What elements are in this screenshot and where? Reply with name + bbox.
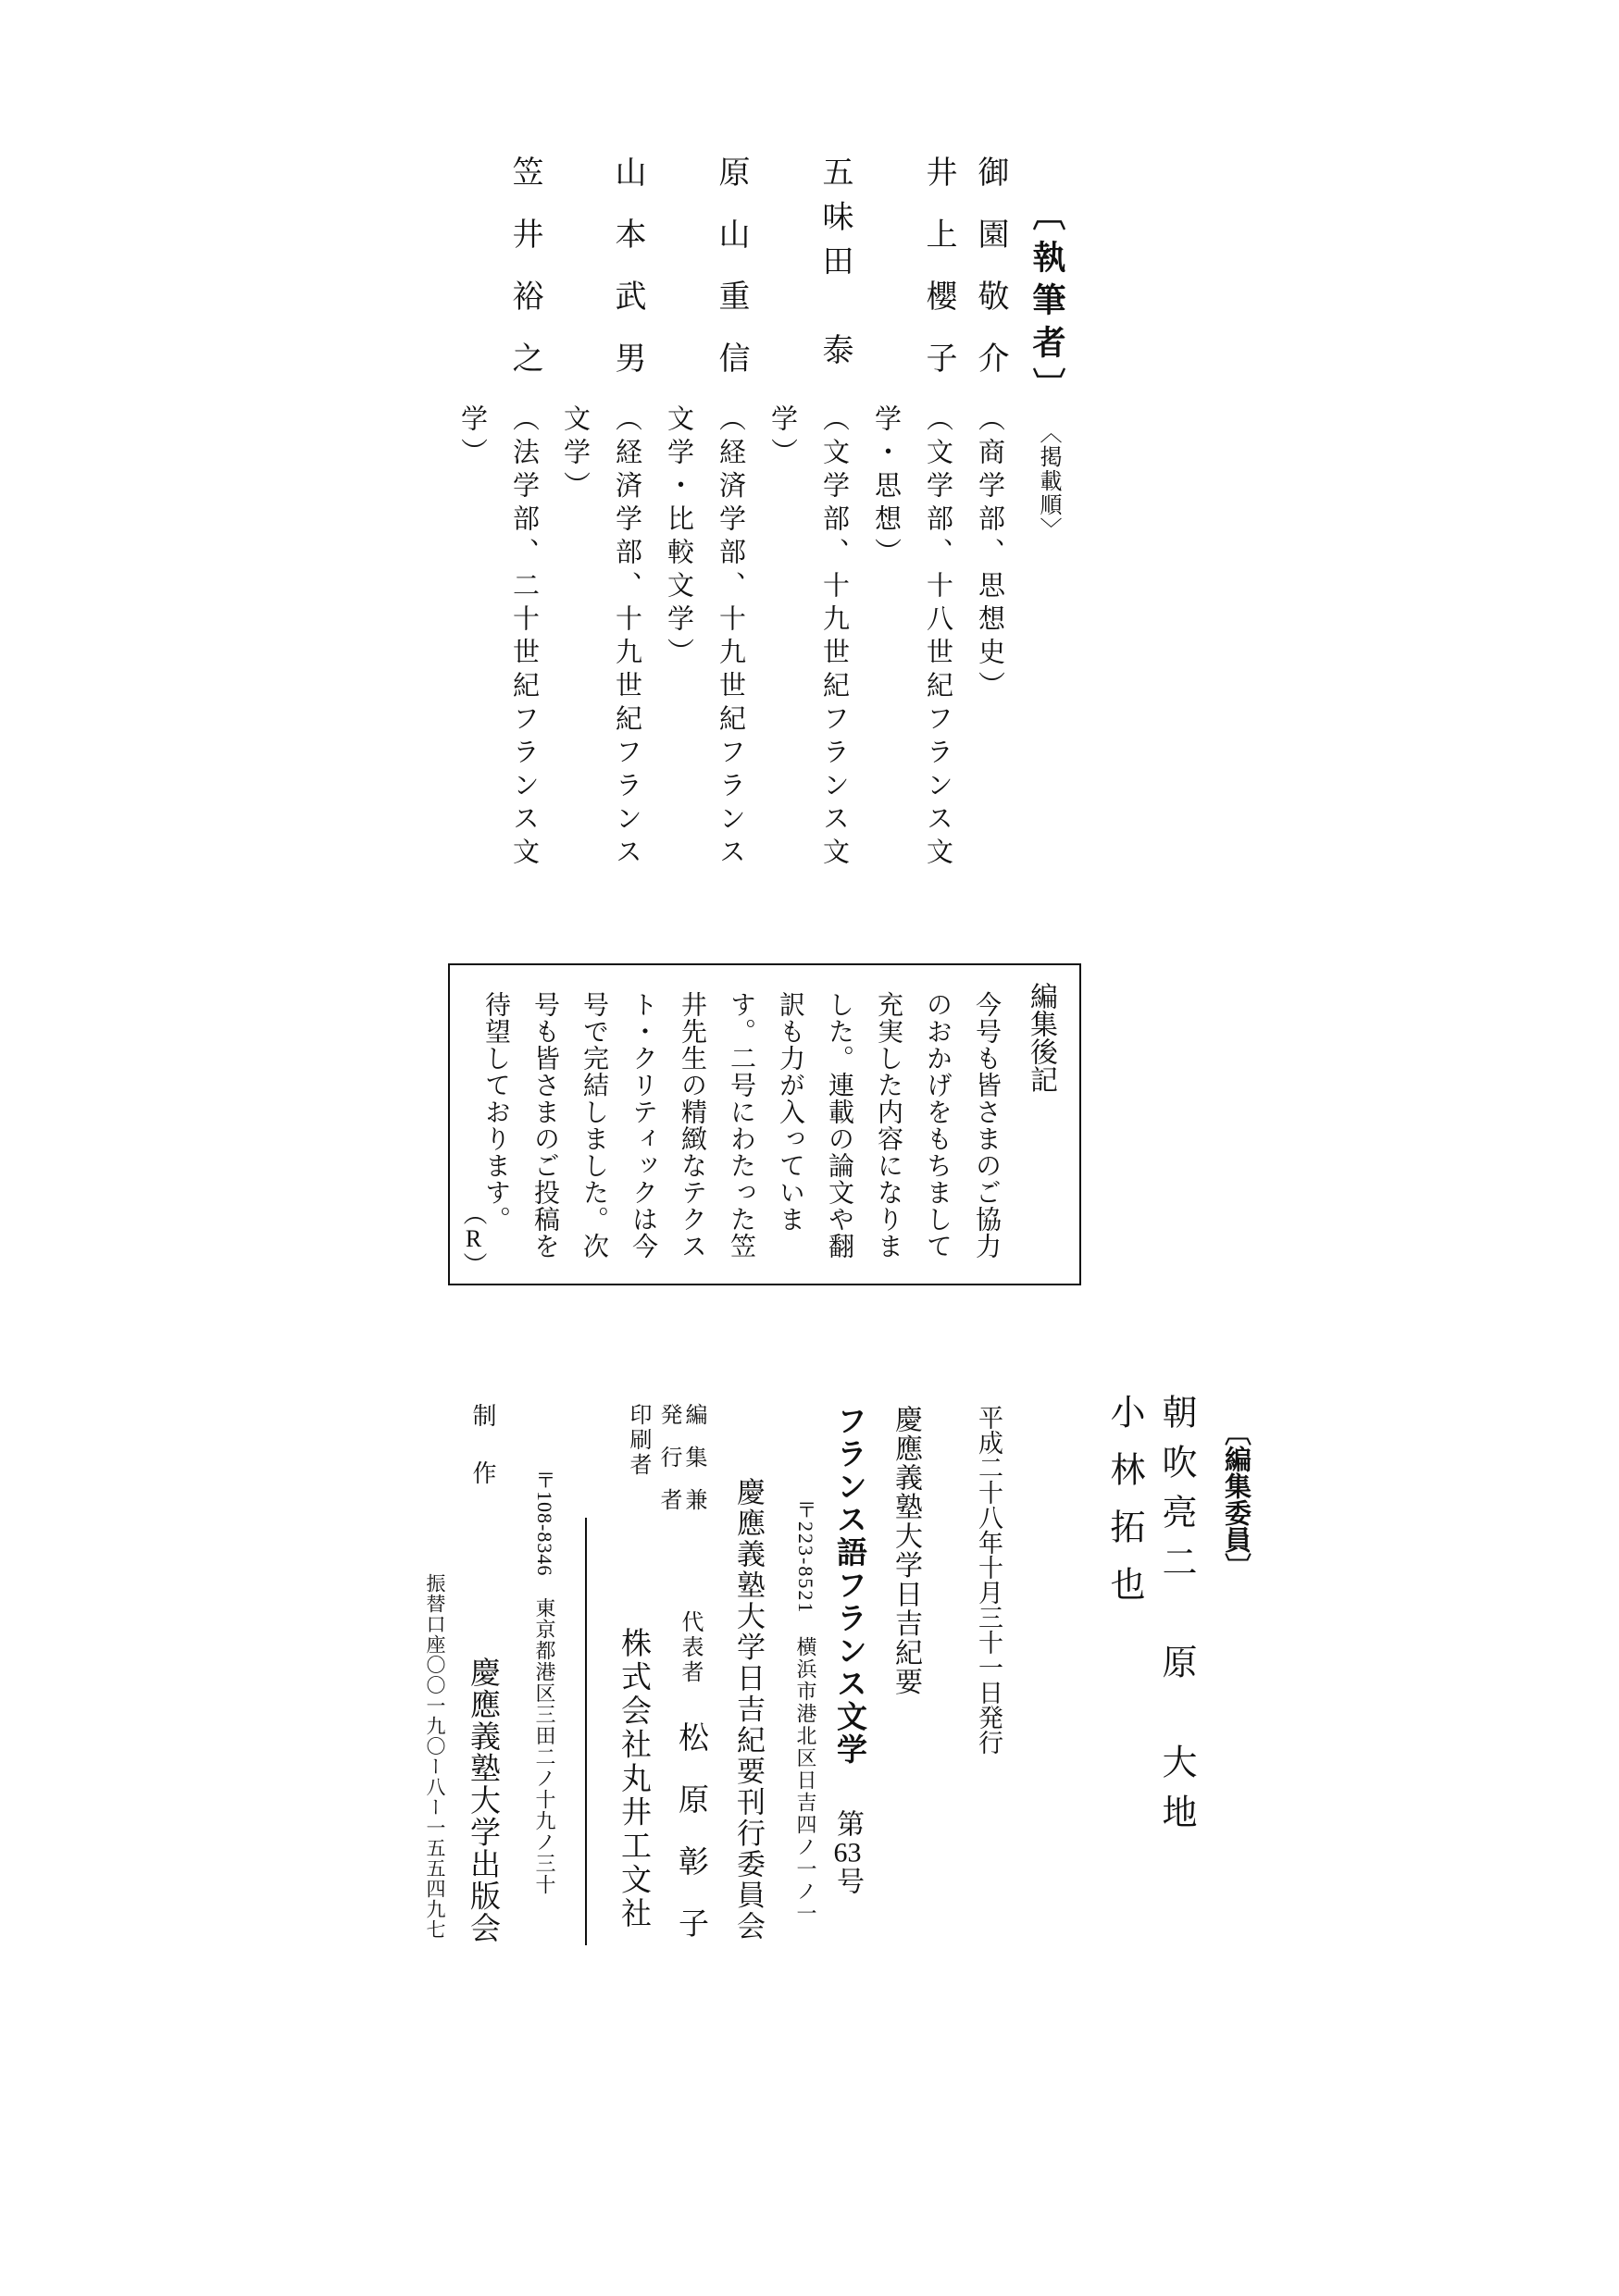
- committee-members-line1: 朝吹亮二 原 大地: [1156, 1394, 1195, 1843]
- contributor-name: 山本武男: [610, 155, 644, 403]
- affiliation-line: （文学部、十八世紀フランス文: [923, 404, 953, 871]
- contributor-name: 原山重信: [714, 155, 748, 403]
- postscript-column: 今号も皆さまのご協力: [972, 991, 1001, 1260]
- production-label: 制 作: [469, 1403, 496, 1489]
- representative-name: 松原彰子: [674, 1721, 707, 1969]
- postscript-column: 充実した内容になりま: [874, 991, 903, 1260]
- bulletin-name: 慶應義塾大学日吉紀要: [890, 1405, 921, 1696]
- contributor-name: 笠井裕之: [507, 155, 542, 403]
- printer-name: 株式会社丸井工文社: [616, 1627, 650, 1931]
- issue-number: [823, 1809, 871, 1896]
- affiliation-line: 文学）: [560, 404, 590, 504]
- contributor-name: 御園敬介: [973, 155, 1007, 403]
- printer-label: 印刷者: [626, 1403, 650, 1478]
- affiliation-line: （経済学部、十九世紀フランス: [612, 404, 641, 871]
- signature-open-paren: （: [460, 1201, 487, 1225]
- postscript-column: 待望しております。: [481, 991, 510, 1233]
- issue-prefix: 第: [832, 1809, 863, 1839]
- postscript-body: [471, 991, 1011, 1260]
- publisher-address: 〒223-8521 横浜市港北区日吉四ノ一ノ一: [794, 1499, 817, 1926]
- affiliation-line: （商学部、思想史）: [975, 404, 1004, 704]
- contributor-affiliation: [446, 404, 550, 871]
- postal-transfer-account: 振替口座〇〇一九〇ー八ー一五五四九七: [424, 1573, 446, 1940]
- affiliation-line: 学）: [457, 404, 487, 471]
- publication-date: 平成二十八年十月三十一日発行: [975, 1405, 1003, 1755]
- postscript-column: のおかげをもちまして: [923, 991, 952, 1260]
- affiliation-line: 学・思想）: [871, 404, 901, 571]
- affiliation-line: （経済学部、十九世紀フランス: [716, 404, 745, 871]
- postscript-column: ト・クリティックは今: [629, 991, 657, 1260]
- issue-digits: 63: [833, 1839, 862, 1867]
- postscript-column: した。連載の論文や翻: [825, 991, 853, 1260]
- postscript-column: 井先生の精緻なテクス: [678, 991, 706, 1260]
- affiliation-line: 学）: [767, 404, 797, 471]
- postscript-heading: 編集後記: [1026, 982, 1056, 1093]
- publisher-name: 慶應義塾大学日吉紀要刊行委員会: [732, 1477, 765, 1942]
- postscript-column: 号も皆さまのご投稿を: [530, 991, 559, 1260]
- contributor-name: 五味田 泰: [817, 155, 852, 378]
- affiliation-line: 文学・比較文学）: [664, 404, 693, 671]
- contributor-name: 井上櫻子: [921, 155, 955, 403]
- committee-heading: 〔編集委員〕: [1221, 1419, 1251, 1580]
- contributor-affiliation: [549, 404, 653, 871]
- contributors-heading-note: 〈掲載順〉: [1036, 421, 1060, 541]
- contributors-heading: 〔執筆者〕: [1028, 197, 1066, 410]
- signature-letter: R: [460, 1225, 487, 1252]
- publisher-role-line1: 編集兼: [681, 1403, 705, 1531]
- affiliation-line: （法学部、二十世紀フランス文: [509, 404, 539, 871]
- journal-title: フランス語フランス文学: [833, 1405, 867, 1767]
- postscript-signature: [457, 1201, 489, 1276]
- representative-label: 代表者: [678, 1610, 702, 1685]
- production-name: 慶應義塾大学出版会: [466, 1657, 499, 1944]
- contributor-affiliation: [653, 404, 756, 871]
- printer-address: 〒108-8346 東京都港区三田二ノ十九ノ三十: [533, 1470, 556, 1896]
- affiliation-line: （文学部、十九世紀フランス文: [819, 404, 849, 871]
- postscript-column: 号で完結しました。次: [579, 991, 608, 1260]
- committee-members-line2: 小林拓也: [1104, 1394, 1143, 1623]
- contributor-affiliation: [860, 404, 964, 871]
- signature-close-paren: ）: [460, 1252, 487, 1276]
- colophon-divider-rule: [585, 1518, 587, 1945]
- postscript-column: 訳も力が入っていま: [776, 991, 804, 1233]
- contributor-affiliation: [756, 404, 860, 871]
- publisher-role-line2: 発行者: [656, 1403, 680, 1531]
- issue-suffix: 号: [832, 1867, 863, 1896]
- postscript-column: す。二号にわたった笠: [727, 991, 755, 1260]
